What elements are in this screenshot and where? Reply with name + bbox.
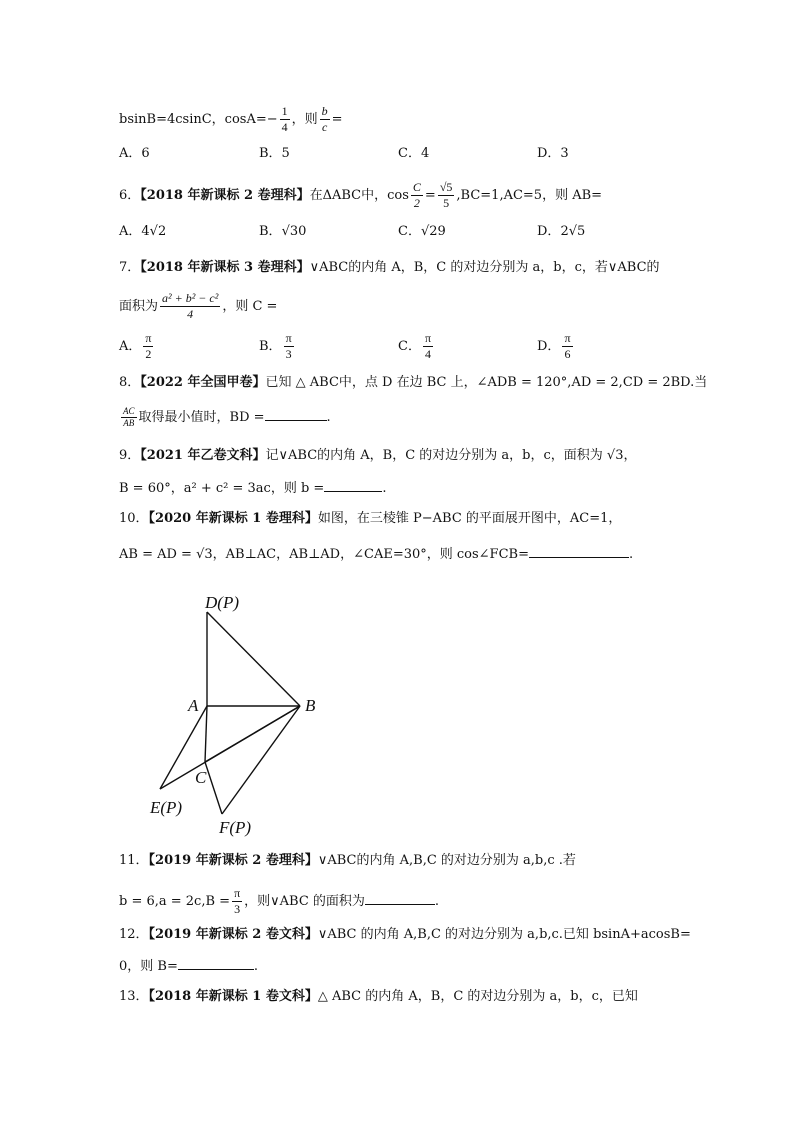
q7-b-frac [284,331,294,362]
q7-option-b [259,331,296,362]
q7-number: 7． [119,260,141,275]
q8-line-1 [119,374,707,392]
label-a: A [188,696,199,715]
q12-text-b: 0，则 B= [119,959,178,974]
q7-c-den: 4 [424,347,431,361]
q7-text: ∨ABC的内角 A，B，C 的对边分别为 a，b，c，若∨ABC的 [309,260,660,275]
q6-a-label: A． [119,224,142,239]
q5-tail-line [119,104,343,135]
q5-option-d: D．3 [537,146,569,161]
q12-line-2 [119,957,258,976]
q6-option-a [119,223,166,241]
q6-frac2-den: 5 [443,196,450,210]
q7-fraction [160,291,220,322]
q11-text: ∨ABC的内角 A,B,C 的对边分别为 a,b,c .若 [317,853,576,868]
q11-frac-den: 3 [234,902,241,916]
q6-fraction-2 [438,180,455,211]
q7-c-frac [423,331,433,362]
q11-line-2 [119,886,439,917]
q6-d-label: D． [537,224,561,239]
edge-ac [205,706,207,762]
q7-line-1 [119,259,660,277]
q7-frac-num: a² + b² − c² [162,291,219,305]
q8-source-tag: 【2022 年全国甲卷】 [140,375,266,390]
q5-text-b: ，则 [291,112,318,127]
label-e: E(P) [150,798,183,817]
q5-option-c: C．4 [398,146,430,161]
q9-source-tag: 【2021 年乙卷文科】 [140,448,266,463]
q5-frac2-num: b [321,104,328,118]
q7-d-label: D． [537,339,561,354]
q12-answer-blank[interactable] [178,957,254,970]
q5-fraction [280,104,290,135]
q6-b-value: √30 [281,224,307,239]
q12-text: ∨ABC 的内角 A,B,C 的对边分别为 a,b,c.已知 bsinA+acosB= [317,927,691,942]
q11-answer-blank[interactable] [365,892,435,905]
q5-fraction-2 [320,104,330,135]
q12-line-1 [119,926,691,944]
q5-option-a: A．6 [119,146,150,161]
q7-text-b: 面积为 [119,299,159,314]
q8-frac-num: AC [123,406,135,416]
q9-text: 记∨ABC的内角 A，B，C 的对边分别为 a，b，c，面积为 √3， [265,448,637,463]
q6-option-c [398,223,446,241]
q6-eq: = [424,188,436,203]
q13-source-tag: 【2018 年新课标 1 卷文科】 [148,989,318,1004]
q7-d-den: 6 [564,347,571,361]
q8-frac-den: AB [123,418,135,428]
q10-text-c: . [628,547,634,562]
q10-number: 10． [119,511,149,526]
q6-frac-num: C [412,180,421,194]
q6-d-value: 2√5 [560,224,586,239]
q11-text-d: . [434,894,440,909]
q8-text-c: . [326,410,331,425]
label-f: F(P) [219,818,252,837]
q6-line [119,180,602,211]
q7-option-a [119,331,155,362]
q7-c-num: π [424,331,432,345]
q10-text: 如图，在三棱锥 P−ABC 的平面展开图中，AC=1， [317,511,622,526]
q8-text-b: 取得最小值时，BD = [138,410,265,425]
q6-frac-den: 2 [413,196,420,210]
edge-fb [222,706,300,814]
q8-answer-blank[interactable] [265,408,327,421]
q7-text-c: ，则 C = [222,299,278,314]
q9-line-1 [119,447,636,465]
q11-number: 11． [119,853,149,868]
q6-text: 在ΔABC中，cos [309,188,409,203]
edge-cb [205,706,300,762]
q8-number: 8． [119,375,141,390]
q6-number: 6． [119,188,141,203]
q9-answer-blank[interactable] [324,479,382,492]
q11-frac-num: π [234,886,241,900]
q7-b-label: B． [259,339,282,354]
q6-option-b [259,223,306,241]
q11-line-1 [119,852,576,870]
q10-answer-blank[interactable] [529,545,629,558]
q7-option-c [398,331,435,362]
q10-text-b: AB = AD = √3，AB⊥AC，AB⊥AD，∠CAE=30°，则 cos∠FCB= [119,547,529,562]
q6-fraction [411,180,423,211]
q7-a-label: A． [119,339,142,354]
q11-text-b: b = 6,a = 2c,B = [119,894,231,909]
q12-source-tag: 【2019 年新课标 2 卷文科】 [148,927,318,942]
q7-a-den: 2 [145,347,152,361]
q6-c-value: √29 [420,224,446,239]
q13-line-1 [119,988,638,1006]
q6-source-tag: 【2018 年新课标 2 卷理科】 [140,188,310,203]
q7-d-num: π [564,331,571,345]
q9-number: 9． [119,448,141,463]
label-b: B [305,696,316,715]
q9-text-b: B = 60°，a² + c² = 3ac，则 b = [119,481,325,496]
q11-text-c: ，则∨ABC 的面积为 [244,894,365,909]
q6-text-b: ,BC=1,AC=5，则 AB= [456,188,603,203]
q5-frac2-den: c [321,120,328,134]
q13-number: 13． [119,989,149,1004]
q7-c-label: C． [398,339,421,354]
q6-b-label: B． [259,224,282,239]
q5-frac-num: 1 [281,104,288,118]
q5-frac-den: 4 [281,120,288,134]
edge-db [207,612,300,706]
q7-b-num: π [285,331,292,345]
q8-fraction [121,406,137,429]
q11-fraction [232,886,242,917]
q7-b-den: 3 [285,347,292,361]
q6-option-d [537,223,585,241]
q7-option-d [537,331,575,362]
q7-d-frac [562,331,572,362]
q7-line-2 [119,291,277,322]
q5-text-c: = [331,112,343,127]
q7-a-frac [143,331,153,362]
q10-line-2 [119,545,633,564]
edge-cf [205,762,222,814]
label-d: D(P) [205,593,239,612]
q9-text-c: . [382,481,387,496]
q9-line-2 [119,479,386,498]
q5-option-b: B．5 [259,146,290,161]
q7-frac-den: 4 [187,307,194,321]
q6-a-value: 4√2 [141,224,167,239]
label-c: C [195,768,207,787]
q12-text-c: . [253,959,258,974]
q5-text: bsinB=4csinC，cosA=− [119,112,278,127]
q8-line-2 [119,406,331,429]
q7-a-num: π [145,331,152,345]
q10-source-tag: 【2020 年新课标 1 卷理科】 [148,511,318,526]
net-diagram [140,585,340,840]
q11-source-tag: 【2019 年新课标 2 卷理科】 [148,853,318,868]
q13-text: △ ABC 的内角 A，B，C 的对边分别为 a，b，c，已知 [317,989,638,1004]
q10-line-1 [119,510,621,528]
q6-frac2-num: √5 [439,180,453,194]
q12-number: 12． [119,927,149,942]
q6-c-label: C． [398,224,421,239]
q7-source-tag: 【2018 年新课标 3 卷理科】 [140,260,310,275]
q8-text: 已知 △ ABC中，点 D 在边 BC 上，∠ADB = 120°,AD = 2,CD = 2BD.当 [265,375,708,390]
